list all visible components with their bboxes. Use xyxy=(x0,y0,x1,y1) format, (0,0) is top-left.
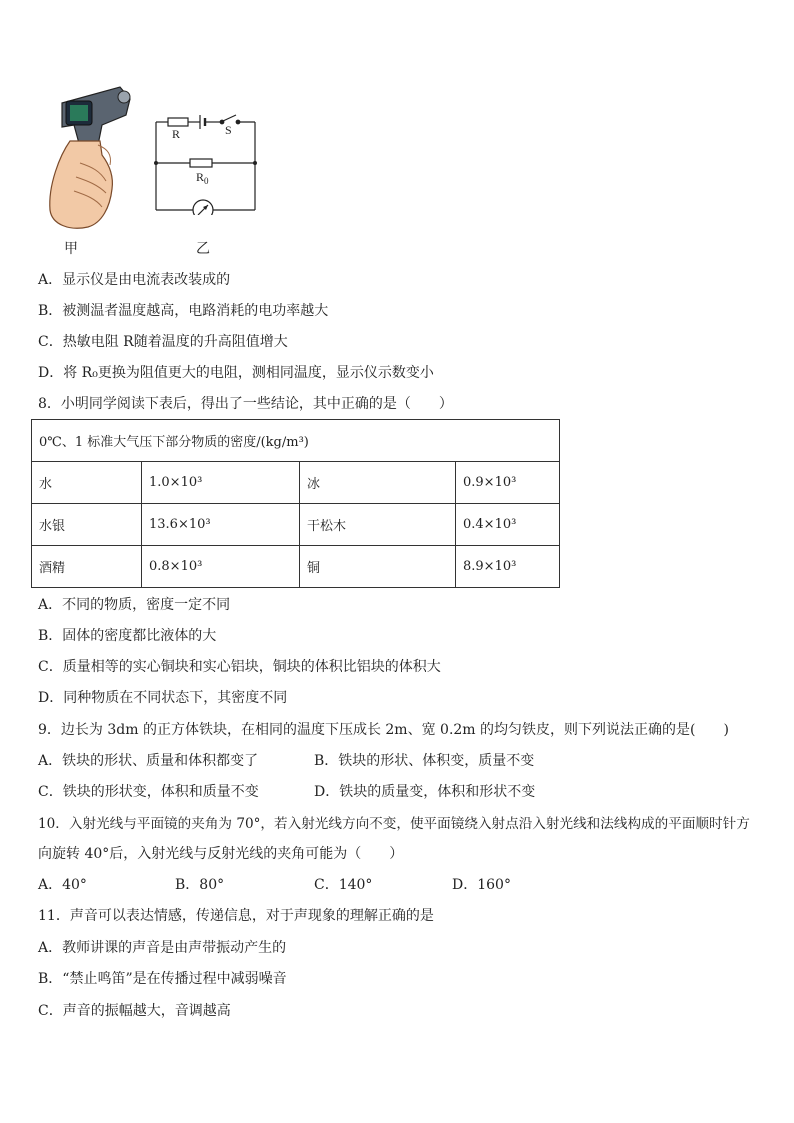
table-cell: 0.4×10³ xyxy=(456,504,560,546)
q9-stem: 9．边长为 3dm 的正方体铁块，在相同的温度下压成长 2m、宽 0.2m 的均匀铁皮，则下列说法正确的是( ) xyxy=(38,722,729,738)
q9-option-c: C．铁块的形状变，体积和质量不变 xyxy=(38,784,259,800)
q10-stem-line-2: 向旋转 40°后，入射光线与反射光线的夹角可能为（ ） xyxy=(38,846,404,862)
q8-option-a: A．不同的物质，密度一定不同 xyxy=(38,597,231,613)
q11-option-a: A．教师讲课的声音是由声带振动产生的 xyxy=(38,940,287,956)
table-cell: 铜 xyxy=(300,546,456,588)
table-cell: 水 xyxy=(32,462,142,504)
q8-option-c: C．质量相等的实心铜块和实心铝块，铜块的体积比铝块的体积大 xyxy=(38,659,441,675)
thermometer-hand-illustration xyxy=(40,85,135,235)
q8-option-b: B．固体的密度都比液体的大 xyxy=(38,628,217,644)
q7-option-a: A．显示仪是由电流表改装成的 xyxy=(38,272,231,288)
circuit-label-s: S xyxy=(225,123,232,137)
table-cell: 水银 xyxy=(32,504,142,546)
figure-label-jia: 甲 xyxy=(64,241,78,257)
q9-option-a: A．铁块的形状、质量和体积都变了 xyxy=(38,753,259,769)
table-cell: 13.6×10³ xyxy=(142,504,300,546)
q7-option-d: D．将 R₀更换为阻值更大的电阻，测相同温度，显示仪示数变小 xyxy=(38,365,434,381)
q9-option-b: B．铁块的形状、体积变，质量不变 xyxy=(314,753,535,769)
density-table xyxy=(31,419,560,588)
table-row xyxy=(32,462,560,504)
q10-option-d: D．160° xyxy=(452,877,511,893)
q11-option-b: B．“禁止鸣笛”是在传播过程中减弱噪音 xyxy=(38,971,287,987)
circuit-label-r: R xyxy=(172,127,181,141)
circuit-label-r0: R xyxy=(196,170,205,184)
table-cell: 8.9×10³ xyxy=(456,546,560,588)
q8-stem: 8．小明同学阅读下表后，得出了一些结论，其中正确的是（ ） xyxy=(38,396,453,412)
q10-option-c: C．140° xyxy=(314,877,373,893)
table-row xyxy=(32,504,560,546)
table-cell: 0.8×10³ xyxy=(142,546,300,588)
table-cell: 干松木 xyxy=(300,504,456,546)
q10-option-a: A．40° xyxy=(38,877,87,893)
table-cell: 0.9×10³ xyxy=(456,462,560,504)
svg-text:R0 xyxy=(196,170,209,186)
table-cell: 1.0×10³ xyxy=(142,462,300,504)
q10-option-b: B．80° xyxy=(175,877,225,893)
circuit-diagram xyxy=(150,110,265,215)
q11-stem: 11．声音可以表达情感，传递信息，对于声现象的理解正确的是 xyxy=(38,908,434,924)
table-header-row xyxy=(32,420,560,462)
table-cell: 酒精 xyxy=(32,546,142,588)
circuit-label-r0-subscript: 0 xyxy=(204,176,209,186)
q10-stem-line-1: 10．入射光线与平面镜的夹角为 70°，若入射光线方向不变，使平面镜绕入射点沿入射光线和法线构成的平面顺时针方 xyxy=(38,816,750,832)
q7-option-b: B．被测温者温度越高，电路消耗的电功率越大 xyxy=(38,303,329,319)
q7-option-c: C．热敏电阻 R随着温度的升高阻值增大 xyxy=(38,334,288,350)
table-row xyxy=(32,546,560,588)
q11-option-c: C．声音的振幅越大，音调越高 xyxy=(38,1003,231,1019)
table-header: 0℃、1 标准大气压下部分物质的密度/(kg/m³) xyxy=(32,420,560,462)
figure-label-yi: 乙 xyxy=(196,241,210,257)
q9-option-d: D．铁块的质量变，体积和形状不变 xyxy=(314,784,536,800)
q8-option-d: D．同种物质在不同状态下，其密度不同 xyxy=(38,690,288,706)
table-cell: 冰 xyxy=(300,462,456,504)
